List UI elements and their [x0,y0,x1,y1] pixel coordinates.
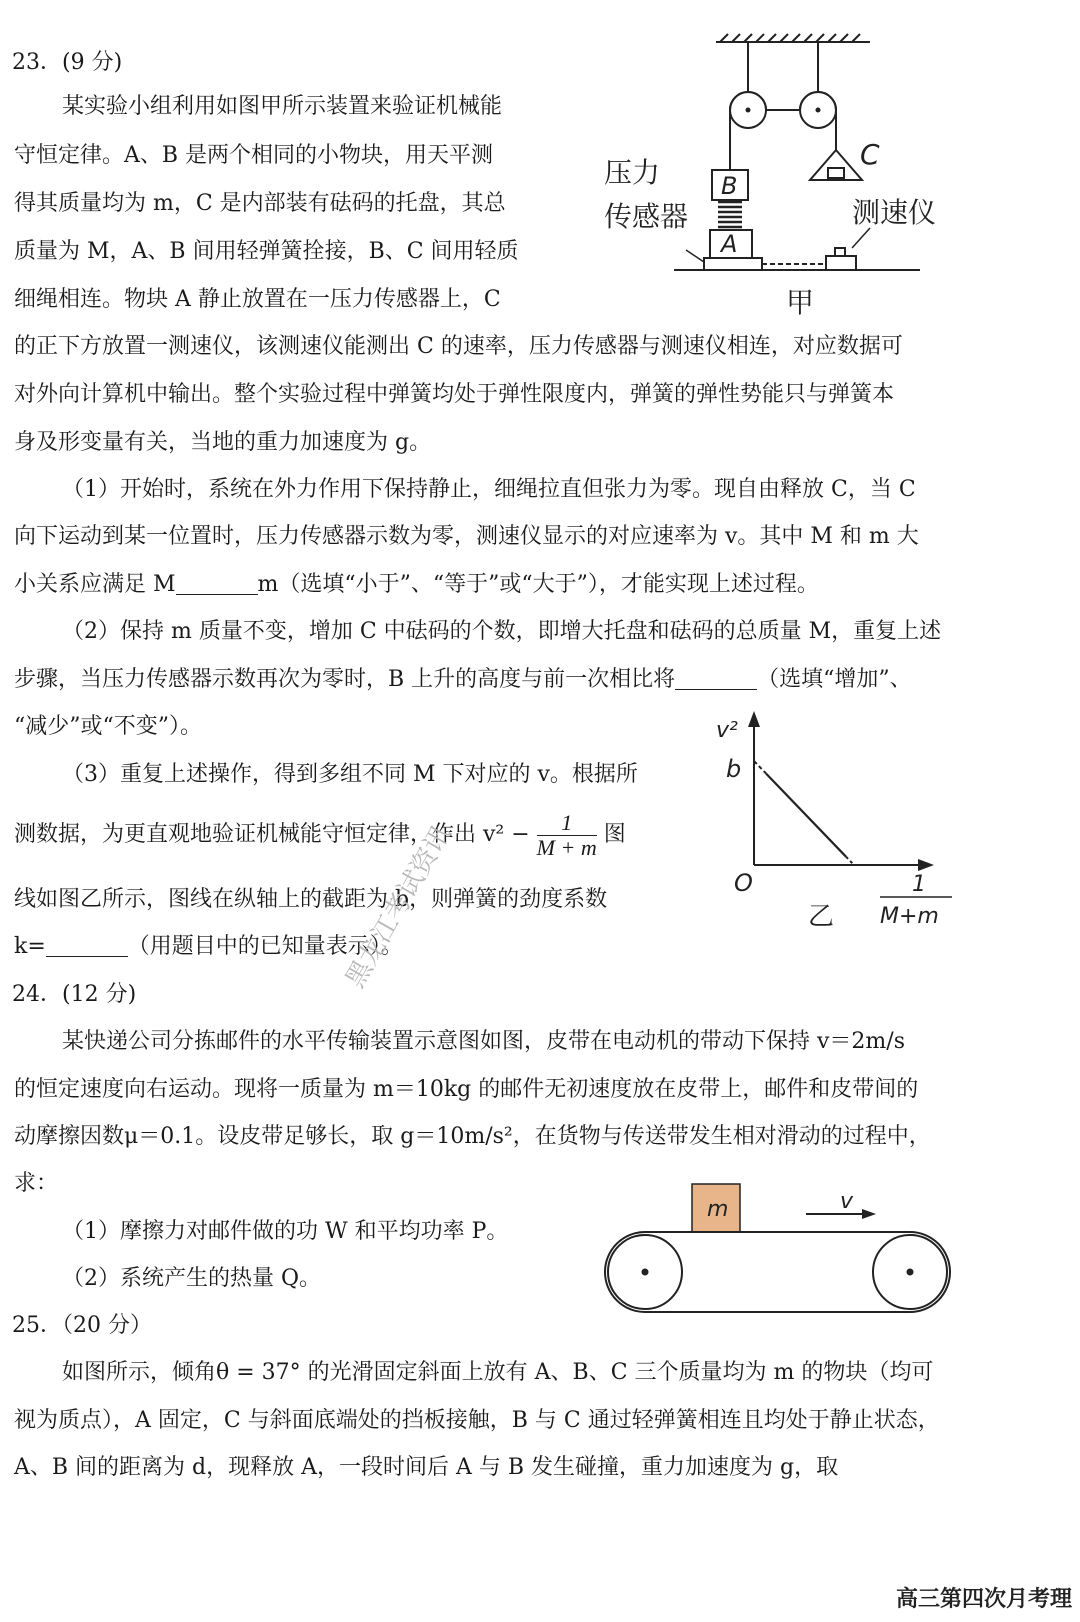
q23-sub1: 向下运动到某一位置时，压力传感器示数为零，测速仪显示的对应速率为 v。其中 M 和 m 大 [14,524,919,549]
q23-text: 的正下方放置一测速仪，该测速仪能测出 C 的速率，压力传感器与测速仪相连，对应数据可 [14,334,903,359]
figure-yi [700,705,970,940]
y-axis-label: v² [716,718,738,743]
q23-text: 守恒定律。A、B 是两个相同的小物块，用天平测 [14,143,494,168]
q23-sub3-formula-line: 测数据，为更直观地验证机械能守恒定律，作出 v² − $\frac{1}{M + m}$ 图 [14,809,626,860]
velocity-label: v [840,1189,854,1214]
page-footer: 高三第四次月考理 [895,1586,1072,1612]
q23-text: 细绳相连。物块 A 静止放置在一压力传感器上，C [14,287,501,312]
x-axis-label-den: M+m [880,904,939,929]
caption-jia: 甲 [786,286,815,319]
q25-header: 25．（20 分） [12,1313,152,1338]
label-B: B [721,172,738,200]
label-C: C [860,138,880,171]
leader-pressure [686,250,704,262]
q24-sub1: （1）摩擦力对邮件做的功 W 和平均功率 P。 [62,1219,509,1244]
y-axis-arrow [748,711,760,727]
q23-header: 23．(9 分) [12,50,123,75]
q25-text: 如图所示，倾角θ = 37° 的光滑固定斜面上放有 A、B、C 三个质量均为 m 的物块（均可 [62,1360,934,1385]
answer-blank-2[interactable] [675,667,757,690]
watermark: 黑龙江考试资讯 [340,820,458,993]
caption-yi: 乙 [808,902,835,932]
pulley-left-axle [746,108,751,113]
tray-C [810,150,862,180]
pulley-wheel-right-axle [907,1269,914,1276]
origin-label: O [734,869,753,897]
q24-header: 24．(12 分) [12,982,137,1007]
x-axis-label-num: 1 [912,872,926,897]
q23-sub3: （3）重复上述操作，得到多组不同 M 下对应的 v。根据所 [62,762,638,787]
x-axis-arrow [918,859,934,871]
label-pressure: 传感器 [604,200,689,233]
label-A: A [721,230,738,258]
q25-text: A、B 间的距离为 d，现释放 A，一段时间后 A 与 B 发生碰撞，重力加速度为 g，取 [14,1455,839,1480]
q23-text: 某实验小组利用如图甲所示装置来验证机械能 [62,94,503,119]
q24-sub2: （2）系统产生的热量 Q。 [62,1266,322,1291]
answer-blank-3[interactable] [46,934,128,957]
fraction: $\frac{1}{M + m}$ [536,809,597,860]
q23-text: 对外向计算机中输出。整个实验过程中弹簧均处于弹性限度内，弹簧的弹性势能只与弹簧本 [14,382,895,407]
q23-text: 得其质量均为 m，C 是内部装有砝码的托盘，其总 [14,191,506,216]
pressure-sensor [704,258,762,270]
ceiling [716,34,870,92]
spring [718,202,742,227]
q23-sub1: （1）开始时，系统在外力作用下保持静止，细绳拉直但张力为零。现自由释放 C，当 C [62,477,916,502]
q23-sub2: （2）保持 m 质量不变，增加 C 中砝码的个数，即增大托盘和砝码的总质量 M，重复上述 [62,619,942,644]
package-label: m [707,1197,729,1222]
q23-sub2: “减少”或“不变”）。 [14,714,202,739]
q23-sub1-answer-line: 小关系应满足 M m（选填“小于”、“等于”或“大于”），才能实现上述过程。 [14,572,819,597]
q24-text: 的恒定速度向右运动。现将一质量为 m＝10kg 的邮件无初速度放在皮带上，邮件和皮带间的 [14,1077,919,1102]
label-pressure: 压力 [604,156,661,189]
q23-text: 身及形变量有关，当地的重力加速度为 g。 [14,430,432,455]
graph-dashed-segment [754,761,766,773]
q24-text: 求： [14,1171,59,1196]
pulley-wheel-left-axle [642,1269,649,1276]
conveyor-figure [600,1178,960,1318]
answer-blank-1[interactable] [176,572,258,595]
figure-jia [590,30,970,320]
q23-sub3: 线如图乙所示，图线在纵轴上的截距为 b，则弹簧的劲度系数 [14,887,608,912]
graph-line [766,773,846,856]
intercept-label: b [726,755,742,783]
conveyor-belt [605,1232,950,1312]
label-speedometer: 测速仪 [852,196,937,229]
leader-speed [852,228,870,248]
q25-text: 视为质点），A 固定，C 与斜面底端处的挡板接触，B 与 C 通过轻弹簧相连且均处于静止状态， [14,1408,940,1433]
graph-dashed-end [846,857,854,865]
velocity-arrowhead [862,1209,876,1219]
pulley-right-axle [816,108,821,113]
q23-sub3-answer-line: k= （用题目中的已知量表示）。 [14,934,403,959]
q24-text: 某快递公司分拣邮件的水平传输装置示意图如图，皮带在电动机的带动下保持 v＝2m/s [62,1029,905,1054]
q24-text: 动摩擦因数μ＝0.1。设皮带足够长，取 g＝10m/s²，在货物与传送带发生相对滑动的过程中， [14,1124,931,1149]
q23-text: 质量为 M，A、B 间用轻弹簧拴接，B、C 间用轻质 [14,239,519,264]
speedometer [826,248,856,270]
q23-sub2-answer-line: 步骤，当压力传感器示数再次为零时，B 上升的高度与前一次相比将 （选填“增加”、 [14,667,912,692]
